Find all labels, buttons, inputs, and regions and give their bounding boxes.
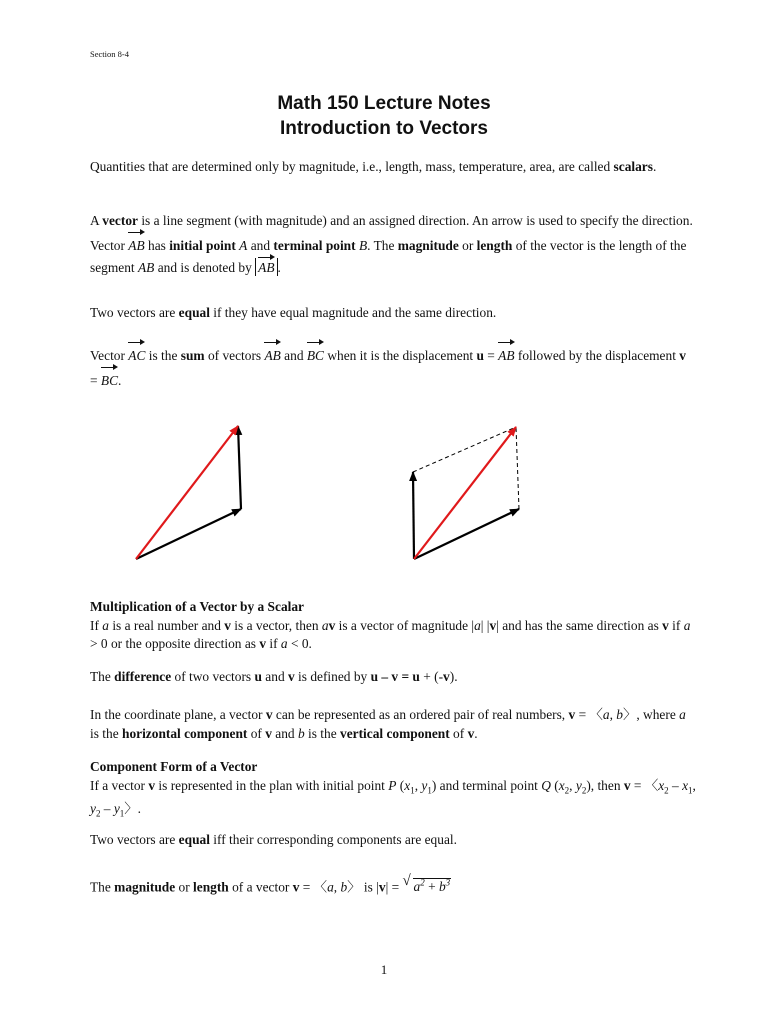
- paragraph-component-form: If a vector v is represented in the plan with initial point P ($x_1$, $y_1$) and terminal point Q ($x_2$, $y_2$), then v = 〈$x_2 - x_1$, $y_2 - y_1$〉.: [90, 777, 696, 819]
- section-scalar-multiplication: [90, 598, 696, 654]
- term-sum: sum: [180, 348, 205, 363]
- right-dashed-side: [516, 427, 519, 509]
- magnitude-formula-radical: √ $a^2 + b^3$: [403, 872, 452, 899]
- term-vector: vector: [102, 213, 138, 228]
- left-vector-v-arrow: [238, 426, 241, 509]
- left-vector-u-arrow: [136, 509, 241, 559]
- term-magnitude: magnitude: [397, 237, 459, 253]
- term-equal: equal: [178, 305, 210, 320]
- vector-addition-figure: [120, 412, 540, 572]
- paragraph-coordinate-plane: In the coordinate plane, a vector v can be represented as an ordered pair of real numbers, v = 〈a, b〉, where a is the horizontal component of v and b is the vertical component of v.: [90, 707, 686, 741]
- term-scalars: scalars: [613, 159, 653, 174]
- paragraph-vector-sum: Vector AC is the sum of vectors AB and BC when it is the displacement u = AB followed by the displacement v = BC.: [90, 343, 696, 392]
- right-sum-arrow: [414, 427, 516, 559]
- section-component-form: [90, 758, 696, 823]
- heading-component-form: Component Form of a Vector: [90, 759, 258, 774]
- term-initial-point: initial point: [169, 237, 236, 253]
- paragraph-equal-components: Two vectors are equal iff their corresponding components are equal.: [90, 832, 457, 847]
- term-terminal-point: terminal point: [273, 237, 356, 253]
- paragraph-scalar-multiplication: If a is a real number and v is a vector, then av is a vector of magnitude |a| |v| and has the same direction as v if a > 0 or the opposite direction as v if a < 0.: [90, 617, 691, 651]
- square-root-icon: √: [402, 873, 411, 889]
- paragraph-vector-definition: A vector is a line segment (with magnitude) and an assigned direction. An arrow is used to specify the direction. Vector AB has initial point A and terminal point B. The magnitude or length of the vector is the length of the segment AB and is denoted by AB .: [90, 213, 693, 275]
- right-vector-v-arrow: [413, 472, 414, 559]
- term-horizontal-component: horizontal component: [122, 725, 248, 741]
- left-sum-arrow: [136, 426, 238, 559]
- paragraph-difference: The difference of two vectors u and v is defined by u – v = u + (-v).: [90, 669, 458, 684]
- paragraph-magnitude-formula: The magnitude or length of a vector v = 〈a, b〉 is |v| = √ $a^2 + b^3$: [90, 872, 696, 899]
- magnitude-notation: AB: [255, 258, 277, 276]
- page-title: Math 150 Lecture Notes: [277, 93, 491, 114]
- right-vector-u-arrow: [414, 509, 519, 559]
- paragraph-scalars: Quantities that are determined only by magnitude, i.e., length, mass, temperature, area, are called scalars.: [90, 159, 657, 174]
- paragraph-equal-vectors: Two vectors are equal if they have equal magnitude and the same direction.: [90, 305, 497, 320]
- term-vertical-component: vertical component: [340, 725, 450, 741]
- vector-ab: AB: [128, 233, 144, 258]
- section-label: Section 8-4: [90, 49, 129, 59]
- page-number: 1: [380, 962, 388, 977]
- page-subtitle: Introduction to Vectors: [280, 118, 488, 139]
- heading-scalar-multiplication: Multiplication of a Vector by a Scalar: [90, 599, 304, 614]
- vector-ac: AC: [128, 343, 145, 368]
- term-difference: difference: [114, 669, 172, 684]
- right-dashed-top: [413, 427, 516, 472]
- term-length: length: [476, 237, 513, 253]
